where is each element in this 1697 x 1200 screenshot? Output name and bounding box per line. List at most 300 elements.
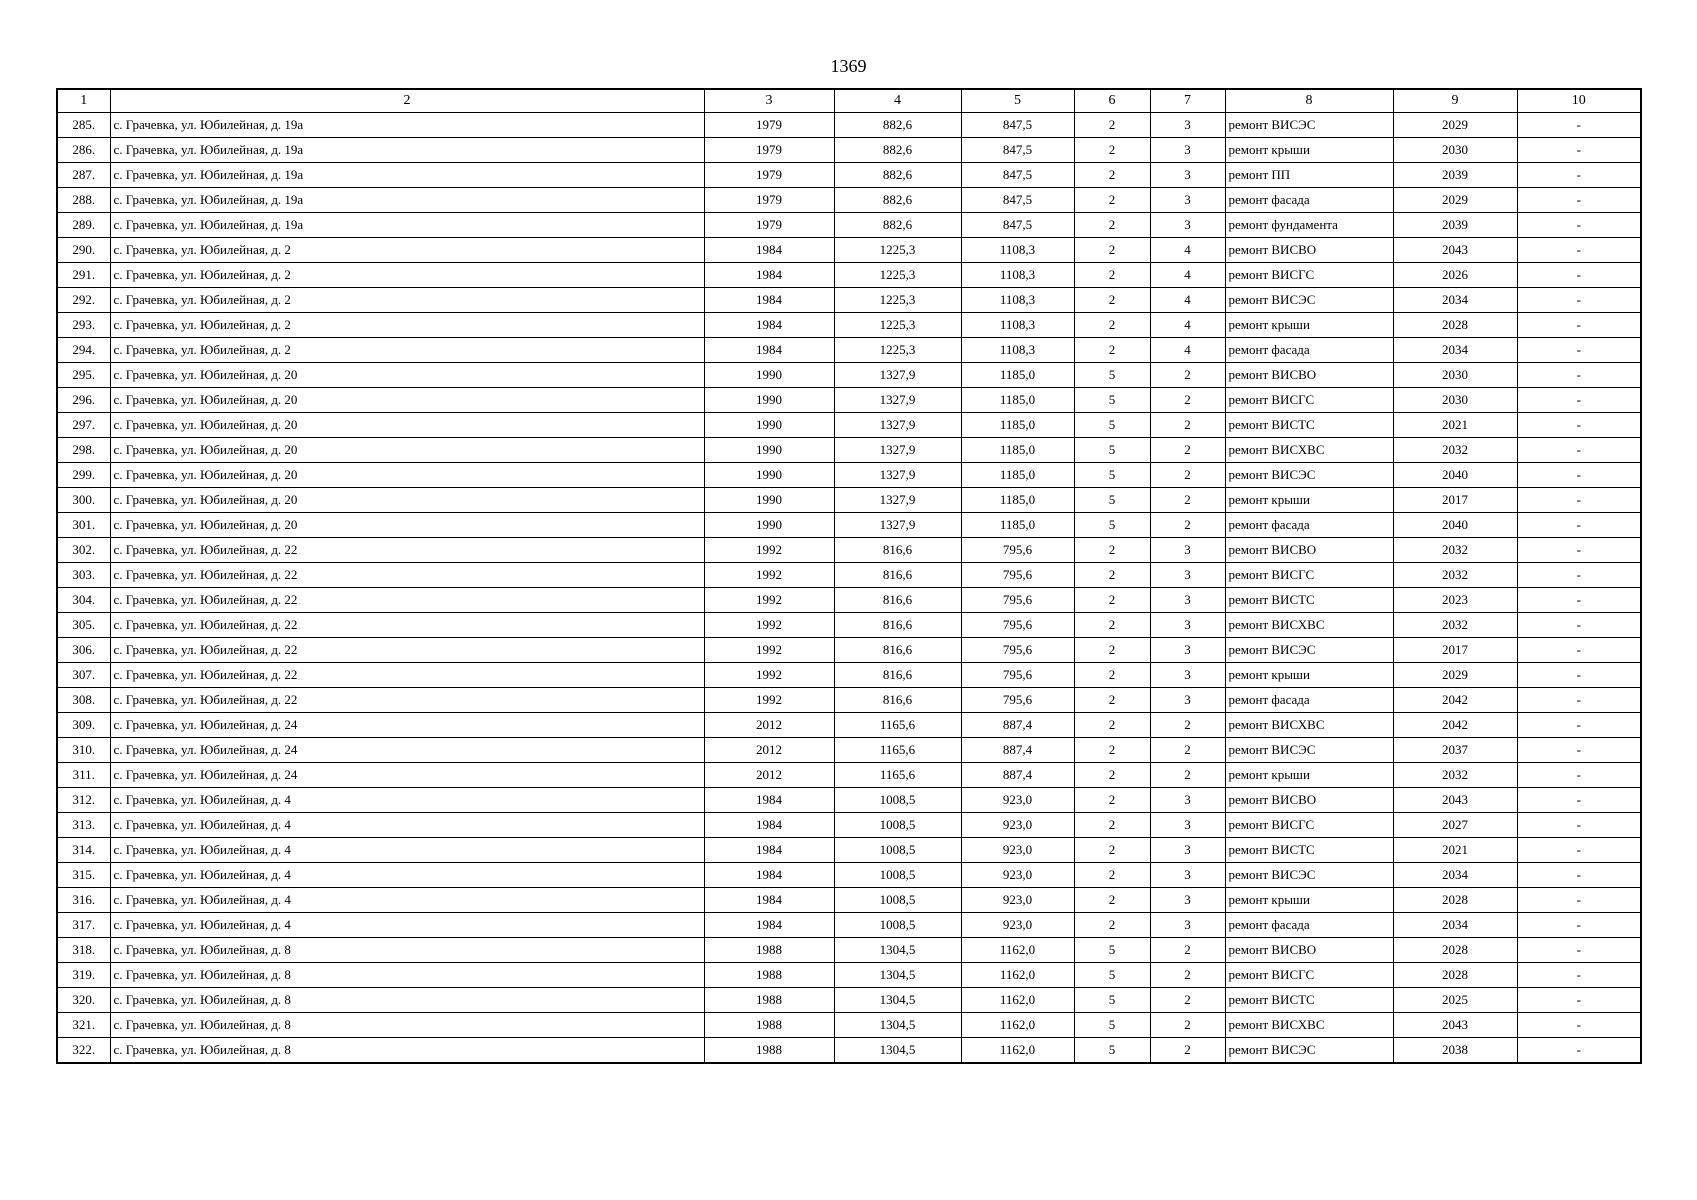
address-cell: с. Грачевка, ул. Юбилейная, д. 22 [110,538,704,563]
row-number-cell: 312. [57,788,110,813]
entrances-cell: 2 [1150,963,1225,988]
year-built-cell: 1990 [704,363,834,388]
address-cell: с. Грачевка, ул. Юбилейная, д. 20 [110,438,704,463]
total-area-cell: 816,6 [834,538,961,563]
work-type-cell: ремонт ВИСХВС [1225,438,1393,463]
address-cell: с. Грачевка, ул. Юбилейная, д. 20 [110,388,704,413]
living-area-cell: 795,6 [961,688,1074,713]
year-built-cell: 1984 [704,838,834,863]
entrances-cell: 2 [1150,1038,1225,1064]
address-cell: с. Грачевка, ул. Юбилейная, д. 19а [110,213,704,238]
floors-cell: 5 [1074,938,1150,963]
row-number-cell: 294. [57,338,110,363]
year-built-cell: 1984 [704,313,834,338]
note-cell: - [1517,638,1641,663]
floors-cell: 2 [1074,838,1150,863]
entrances-cell: 2 [1150,413,1225,438]
total-area-cell: 1304,5 [834,988,961,1013]
floors-cell: 2 [1074,688,1150,713]
address-cell: с. Грачевка, ул. Юбилейная, д. 2 [110,313,704,338]
work-type-cell: ремонт ВИСГС [1225,813,1393,838]
row-number-cell: 301. [57,513,110,538]
note-cell: - [1517,813,1641,838]
work-type-cell: ремонт крыши [1225,888,1393,913]
row-number-cell: 311. [57,763,110,788]
planned-year-cell: 2029 [1393,188,1517,213]
table-row [57,563,1641,588]
living-area-cell: 923,0 [961,788,1074,813]
living-area-cell: 1108,3 [961,313,1074,338]
note-cell: - [1517,538,1641,563]
floors-cell: 2 [1074,538,1150,563]
work-type-cell: ремонт ВИСГС [1225,563,1393,588]
address-cell: с. Грачевка, ул. Юбилейная, д. 22 [110,663,704,688]
year-built-cell: 1992 [704,638,834,663]
total-area-cell: 1327,9 [834,413,961,438]
planned-year-cell: 2043 [1393,238,1517,263]
table-row [57,238,1641,263]
planned-year-cell: 2043 [1393,1013,1517,1038]
note-cell: - [1517,313,1641,338]
table-row [57,1013,1641,1038]
address-cell: с. Грачевка, ул. Юбилейная, д. 20 [110,363,704,388]
entrances-cell: 2 [1150,513,1225,538]
living-area-cell: 795,6 [961,638,1074,663]
table-row [57,963,1641,988]
total-area-cell: 1225,3 [834,263,961,288]
total-area-cell: 1008,5 [834,863,961,888]
floors-cell: 2 [1074,713,1150,738]
entrances-cell: 2 [1150,1013,1225,1038]
row-number-cell: 290. [57,238,110,263]
table-row [57,538,1641,563]
entrances-cell: 3 [1150,688,1225,713]
living-area-cell: 1162,0 [961,963,1074,988]
row-number-cell: 306. [57,638,110,663]
year-built-cell: 1984 [704,913,834,938]
floors-cell: 5 [1074,963,1150,988]
note-cell: - [1517,1013,1641,1038]
column-header: 2 [110,89,704,113]
row-number-cell: 317. [57,913,110,938]
total-area-cell: 816,6 [834,563,961,588]
work-type-cell: ремонт ВИСГС [1225,263,1393,288]
note-cell: - [1517,163,1641,188]
floors-cell: 2 [1074,238,1150,263]
entrances-cell: 3 [1150,188,1225,213]
entrances-cell: 3 [1150,813,1225,838]
floors-cell: 2 [1074,113,1150,138]
column-header: 8 [1225,89,1393,113]
living-area-cell: 923,0 [961,863,1074,888]
address-cell: с. Грачевка, ул. Юбилейная, д. 20 [110,463,704,488]
entrances-cell: 3 [1150,588,1225,613]
table-row [57,338,1641,363]
table-row [57,638,1641,663]
floors-cell: 5 [1074,1013,1150,1038]
entrances-cell: 2 [1150,713,1225,738]
note-cell: - [1517,463,1641,488]
note-cell: - [1517,513,1641,538]
year-built-cell: 1990 [704,413,834,438]
floors-cell: 2 [1074,213,1150,238]
note-cell: - [1517,563,1641,588]
total-area-cell: 1304,5 [834,1013,961,1038]
note-cell: - [1517,238,1641,263]
entrances-cell: 2 [1150,738,1225,763]
planned-year-cell: 2027 [1393,813,1517,838]
column-header: 1 [57,89,110,113]
address-cell: с. Грачевка, ул. Юбилейная, д. 8 [110,1013,704,1038]
entrances-cell: 3 [1150,563,1225,588]
year-built-cell: 1992 [704,563,834,588]
work-type-cell: ремонт ВИСВО [1225,938,1393,963]
living-area-cell: 1108,3 [961,288,1074,313]
year-built-cell: 1992 [704,688,834,713]
entrances-cell: 3 [1150,138,1225,163]
column-header: 4 [834,89,961,113]
year-built-cell: 1988 [704,1013,834,1038]
entrances-cell: 3 [1150,213,1225,238]
floors-cell: 2 [1074,913,1150,938]
work-type-cell: ремонт фасада [1225,338,1393,363]
living-area-cell: 795,6 [961,588,1074,613]
entrances-cell: 3 [1150,838,1225,863]
living-area-cell: 1185,0 [961,513,1074,538]
year-built-cell: 1992 [704,663,834,688]
year-built-cell: 1990 [704,513,834,538]
address-cell: с. Грачевка, ул. Юбилейная, д. 20 [110,513,704,538]
note-cell: - [1517,613,1641,638]
total-area-cell: 1008,5 [834,913,961,938]
row-number-cell: 296. [57,388,110,413]
row-number-cell: 313. [57,813,110,838]
planned-year-cell: 2032 [1393,438,1517,463]
address-cell: с. Грачевка, ул. Юбилейная, д. 19а [110,138,704,163]
floors-cell: 2 [1074,888,1150,913]
work-type-cell: ремонт ВИСГС [1225,388,1393,413]
work-type-cell: ремонт крыши [1225,488,1393,513]
total-area-cell: 1165,6 [834,713,961,738]
work-type-cell: ремонт крыши [1225,663,1393,688]
table-row [57,788,1641,813]
living-area-cell: 1185,0 [961,463,1074,488]
table-row [57,838,1641,863]
row-number-cell: 292. [57,288,110,313]
address-cell: с. Грачевка, ул. Юбилейная, д. 24 [110,738,704,763]
entrances-cell: 3 [1150,163,1225,188]
living-area-cell: 1185,0 [961,438,1074,463]
planned-year-cell: 2034 [1393,863,1517,888]
living-area-cell: 923,0 [961,813,1074,838]
total-area-cell: 1165,6 [834,738,961,763]
note-cell: - [1517,688,1641,713]
floors-cell: 2 [1074,663,1150,688]
total-area-cell: 1327,9 [834,513,961,538]
total-area-cell: 1225,3 [834,338,961,363]
total-area-cell: 1327,9 [834,388,961,413]
address-cell: с. Грачевка, ул. Юбилейная, д. 4 [110,813,704,838]
planned-year-cell: 2037 [1393,738,1517,763]
planned-year-cell: 2034 [1393,338,1517,363]
living-area-cell: 847,5 [961,188,1074,213]
floors-cell: 2 [1074,613,1150,638]
note-cell: - [1517,1038,1641,1064]
living-area-cell: 1108,3 [961,238,1074,263]
note-cell: - [1517,738,1641,763]
table-body [57,113,1641,1064]
note-cell: - [1517,888,1641,913]
year-built-cell: 1990 [704,438,834,463]
table-row [57,388,1641,413]
year-built-cell: 1988 [704,938,834,963]
address-cell: с. Грачевка, ул. Юбилейная, д. 22 [110,563,704,588]
floors-cell: 5 [1074,988,1150,1013]
table-row [57,263,1641,288]
planned-year-cell: 2028 [1393,313,1517,338]
floors-cell: 5 [1074,363,1150,388]
work-type-cell: ремонт крыши [1225,763,1393,788]
floors-cell: 2 [1074,288,1150,313]
entrances-cell: 4 [1150,238,1225,263]
note-cell: - [1517,438,1641,463]
planned-year-cell: 2030 [1393,388,1517,413]
planned-year-cell: 2023 [1393,588,1517,613]
table-row [57,613,1641,638]
row-number-cell: 319. [57,963,110,988]
address-cell: с. Грачевка, ул. Юбилейная, д. 24 [110,713,704,738]
living-area-cell: 847,5 [961,163,1074,188]
note-cell: - [1517,388,1641,413]
living-area-cell: 887,4 [961,713,1074,738]
living-area-cell: 847,5 [961,138,1074,163]
total-area-cell: 882,6 [834,188,961,213]
living-area-cell: 1162,0 [961,988,1074,1013]
living-area-cell: 795,6 [961,563,1074,588]
floors-cell: 2 [1074,163,1150,188]
year-built-cell: 1979 [704,213,834,238]
work-type-cell: ремонт ВИСЭС [1225,463,1393,488]
living-area-cell: 795,6 [961,663,1074,688]
table-row [57,413,1641,438]
year-built-cell: 1984 [704,238,834,263]
floors-cell: 5 [1074,388,1150,413]
planned-year-cell: 2042 [1393,713,1517,738]
row-number-cell: 291. [57,263,110,288]
year-built-cell: 1979 [704,188,834,213]
row-number-cell: 304. [57,588,110,613]
year-built-cell: 1984 [704,863,834,888]
row-number-cell: 308. [57,688,110,713]
note-cell: - [1517,138,1641,163]
note-cell: - [1517,588,1641,613]
living-area-cell: 887,4 [961,763,1074,788]
floors-cell: 2 [1074,763,1150,788]
note-cell: - [1517,938,1641,963]
work-type-cell: ремонт ВИСТС [1225,588,1393,613]
planned-year-cell: 2032 [1393,563,1517,588]
entrances-cell: 3 [1150,888,1225,913]
total-area-cell: 1304,5 [834,938,961,963]
total-area-cell: 1225,3 [834,313,961,338]
work-type-cell: ремонт фасада [1225,188,1393,213]
note-cell: - [1517,113,1641,138]
address-cell: с. Грачевка, ул. Юбилейная, д. 2 [110,263,704,288]
address-cell: с. Грачевка, ул. Юбилейная, д. 22 [110,688,704,713]
table-row [57,138,1641,163]
address-cell: с. Грачевка, ул. Юбилейная, д. 22 [110,638,704,663]
table-row [57,313,1641,338]
row-number-cell: 289. [57,213,110,238]
year-built-cell: 1990 [704,463,834,488]
planned-year-cell: 2039 [1393,163,1517,188]
total-area-cell: 882,6 [834,113,961,138]
note-cell: - [1517,963,1641,988]
address-cell: с. Грачевка, ул. Юбилейная, д. 4 [110,888,704,913]
address-cell: с. Грачевка, ул. Юбилейная, д. 4 [110,838,704,863]
table-row [57,488,1641,513]
floors-cell: 5 [1074,413,1150,438]
living-area-cell: 1108,3 [961,263,1074,288]
planned-year-cell: 2042 [1393,688,1517,713]
note-cell: - [1517,713,1641,738]
header-row [57,89,1641,113]
work-type-cell: ремонт фасада [1225,688,1393,713]
table-row [57,188,1641,213]
note-cell: - [1517,363,1641,388]
living-area-cell: 1108,3 [961,338,1074,363]
planned-year-cell: 2040 [1393,513,1517,538]
note-cell: - [1517,413,1641,438]
planned-year-cell: 2017 [1393,488,1517,513]
living-area-cell: 847,5 [961,113,1074,138]
address-cell: с. Грачевка, ул. Юбилейная, д. 19а [110,188,704,213]
planned-year-cell: 2029 [1393,113,1517,138]
table-row [57,588,1641,613]
entrances-cell: 3 [1150,638,1225,663]
column-header: 5 [961,89,1074,113]
floors-cell: 5 [1074,1038,1150,1064]
total-area-cell: 1165,6 [834,763,961,788]
entrances-cell: 2 [1150,763,1225,788]
entrances-cell: 2 [1150,388,1225,413]
table-row [57,288,1641,313]
row-number-cell: 287. [57,163,110,188]
work-type-cell: ремонт ВИСВО [1225,788,1393,813]
living-area-cell: 923,0 [961,888,1074,913]
entrances-cell: 2 [1150,438,1225,463]
row-number-cell: 293. [57,313,110,338]
row-number-cell: 322. [57,1038,110,1064]
living-area-cell: 1162,0 [961,1038,1074,1064]
total-area-cell: 882,6 [834,138,961,163]
row-number-cell: 288. [57,188,110,213]
planned-year-cell: 2021 [1393,413,1517,438]
table-row [57,513,1641,538]
note-cell: - [1517,188,1641,213]
row-number-cell: 315. [57,863,110,888]
entrances-cell: 2 [1150,938,1225,963]
planned-year-cell: 2043 [1393,788,1517,813]
total-area-cell: 1008,5 [834,788,961,813]
year-built-cell: 2012 [704,738,834,763]
note-cell: - [1517,763,1641,788]
work-type-cell: ремонт ВИСХВС [1225,1013,1393,1038]
address-cell: с. Грачевка, ул. Юбилейная, д. 8 [110,963,704,988]
row-number-cell: 309. [57,713,110,738]
row-number-cell: 300. [57,488,110,513]
table-row [57,888,1641,913]
year-built-cell: 2012 [704,763,834,788]
year-built-cell: 1990 [704,388,834,413]
table-row [57,163,1641,188]
address-cell: с. Грачевка, ул. Юбилейная, д. 8 [110,938,704,963]
note-cell: - [1517,488,1641,513]
planned-year-cell: 2040 [1393,463,1517,488]
living-area-cell: 1185,0 [961,388,1074,413]
table-row [57,113,1641,138]
floors-cell: 2 [1074,563,1150,588]
work-type-cell: ремонт ВИСВО [1225,538,1393,563]
year-built-cell: 1988 [704,963,834,988]
address-cell: с. Грачевка, ул. Юбилейная, д. 4 [110,913,704,938]
work-type-cell: ремонт ВИСЭС [1225,1038,1393,1064]
row-number-cell: 303. [57,563,110,588]
entrances-cell: 2 [1150,363,1225,388]
table-row [57,688,1641,713]
total-area-cell: 882,6 [834,213,961,238]
total-area-cell: 882,6 [834,163,961,188]
planned-year-cell: 2021 [1393,838,1517,863]
living-area-cell: 1162,0 [961,938,1074,963]
address-cell: с. Грачевка, ул. Юбилейная, д. 8 [110,988,704,1013]
work-type-cell: ремонт ВИСВО [1225,238,1393,263]
year-built-cell: 1984 [704,788,834,813]
planned-year-cell: 2028 [1393,963,1517,988]
total-area-cell: 1327,9 [834,488,961,513]
living-area-cell: 1185,0 [961,363,1074,388]
row-number-cell: 297. [57,413,110,438]
note-cell: - [1517,788,1641,813]
row-number-cell: 305. [57,613,110,638]
year-built-cell: 1984 [704,288,834,313]
floors-cell: 2 [1074,263,1150,288]
living-area-cell: 795,6 [961,538,1074,563]
column-header: 6 [1074,89,1150,113]
planned-year-cell: 2032 [1393,538,1517,563]
table-row [57,363,1641,388]
living-area-cell: 1162,0 [961,1013,1074,1038]
work-type-cell: ремонт ВИСХВС [1225,713,1393,738]
row-number-cell: 314. [57,838,110,863]
table-row [57,763,1641,788]
note-cell: - [1517,213,1641,238]
work-type-cell: ремонт крыши [1225,138,1393,163]
address-cell: с. Грачевка, ул. Юбилейная, д. 2 [110,238,704,263]
total-area-cell: 1225,3 [834,238,961,263]
entrances-cell: 3 [1150,788,1225,813]
work-type-cell: ремонт ВИСХВС [1225,613,1393,638]
planned-year-cell: 2029 [1393,663,1517,688]
living-area-cell: 1185,0 [961,488,1074,513]
total-area-cell: 816,6 [834,588,961,613]
table-row [57,663,1641,688]
floors-cell: 5 [1074,463,1150,488]
living-area-cell: 1185,0 [961,413,1074,438]
planned-year-cell: 2017 [1393,638,1517,663]
total-area-cell: 1304,5 [834,1038,961,1064]
living-area-cell: 795,6 [961,613,1074,638]
